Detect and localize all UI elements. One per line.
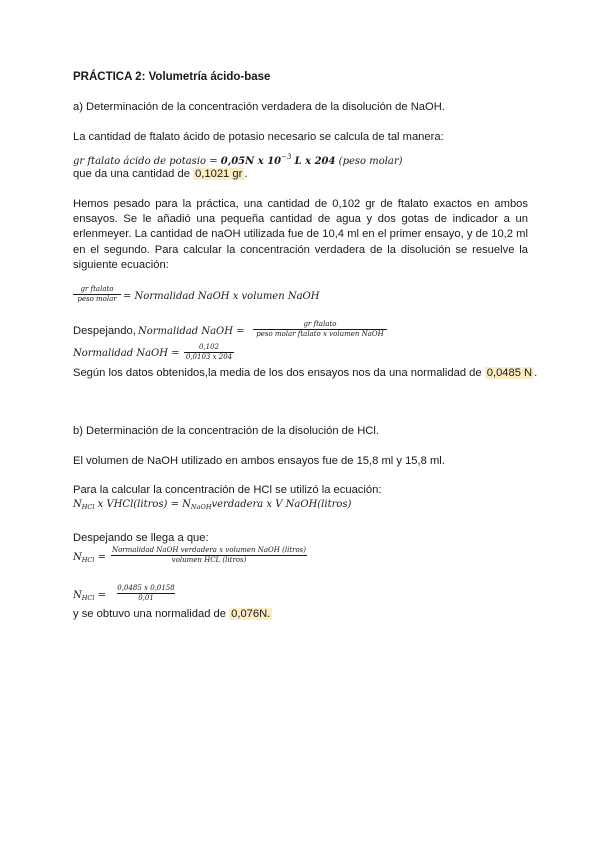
page-title: PRÁCTICA 2: Volumetría ácido-base: [73, 71, 271, 83]
conclusion-b: [73, 608, 272, 620]
eq-b2-sub: HCl: [81, 556, 95, 564]
section-b-heading: b) Determinación de la concentración de la disolución de HCl.: [73, 425, 379, 437]
eq-b2-fraction: [111, 546, 307, 565]
eq2-denominator: peso molar: [77, 295, 117, 303]
procedure-paragraph: Hemos pesado para la práctica, una cantidad de 0,102 gr de ftalato exactos en ambos ensayos. Se le añadió una pequeña cantidad de agua y dos gotas de indicador a un erlenmeyer. La cantidad de naOH utilizada fue de 10,4 ml en el primer ensayo, y de 10,2 ml en el segundo. Para calcular la concentración verdadera de la disolución se resuelve la siguiente ecuación:: [73, 198, 528, 271]
eq1-lhs: gr ftalato ácido de potasio =: [73, 156, 218, 167]
eq-b3-denominator: 0,01: [138, 594, 154, 602]
eq-b3-numerator: 0,0485 x 0,0158: [117, 584, 175, 592]
eq-b2-denominator: volumen HCL (litros): [171, 556, 247, 564]
eq3-fraction: [253, 320, 387, 339]
eq4-fraction: [184, 343, 234, 362]
ftalato-result: [73, 168, 247, 180]
eq-b3-fraction: [117, 584, 175, 603]
section-b-intro: Para la calcular la concentración de HCl se utilizó la ecuación:: [73, 484, 382, 496]
eq-b2-numerator: Normalidad NaOH verdadera x volumen NaOH (litros): [111, 546, 307, 554]
eq-b2-equals: =: [97, 552, 107, 563]
eq-b3-sub: HCl: [81, 594, 95, 602]
eq-b1-sub1: HCl: [81, 503, 95, 511]
conclusion-b-highlight: 0,076N.: [231, 608, 271, 620]
eq-b3-equals: =: [94, 590, 107, 601]
eq-b2-lhs: [73, 552, 106, 564]
conclusion-suffix: .: [534, 367, 538, 379]
eq1-tail: (peso molar): [338, 156, 403, 167]
eq3-numerator: gr ftalato: [303, 320, 337, 328]
result-suffix: .: [244, 168, 248, 180]
eq-b3-n: N: [73, 590, 82, 601]
eq-b1-rest: verdadera x V NaOH(litros): [211, 499, 352, 510]
eq-b1-sub2: NaOH: [190, 503, 212, 511]
eq2-fraction: [73, 285, 121, 304]
conclusion-a: [73, 367, 537, 379]
result-highlight: 0,1021 gr: [195, 168, 243, 180]
volume-text: El volumen de NaOH utilizado en ambos ensayos fue de 15,8 ml y 15,8 ml.: [73, 455, 445, 467]
conclusion-b-prefix: y se obtuvo una normalidad de: [73, 608, 226, 620]
result-prefix: que da una cantidad de: [73, 168, 190, 180]
conclusion-prefix: Según los datos obtenidos,la media de los dos ensayos nos da una normalidad de: [73, 367, 482, 379]
eq-b3-lhs: [73, 590, 106, 602]
eq2-rhs: = Normalidad NaOH x volumen NaOH: [123, 291, 320, 302]
eq4-numerator: 0,102: [198, 343, 220, 351]
eq4-denominator: 0,0103 x 204: [185, 353, 233, 361]
eq-b1-n: N: [73, 499, 82, 510]
eq3-denominator: peso molar ftalato x volumen NaOH: [256, 330, 384, 338]
eq-b2-n: N: [73, 552, 82, 563]
eq4-lhs: Normalidad NaOH =: [73, 348, 180, 359]
eq1-exponent: −3: [281, 153, 292, 161]
despejando-label: Despejando,: [73, 325, 136, 337]
eq2-numerator: gr ftalato: [80, 285, 114, 293]
conclusion-highlight: 0,0485 N: [486, 367, 533, 379]
hcl-equation: [73, 499, 351, 511]
ftalato-equation: [73, 153, 403, 167]
despejando-b: Despejando se llega a que:: [73, 532, 209, 544]
eq3-lhs: Normalidad NaOH =: [138, 326, 245, 337]
section-a-heading: a) Determinación de la concentración verdadera de la disolución de NaOH.: [73, 101, 445, 113]
eq1-mid: 0,05N x 10: [220, 156, 282, 167]
section-a-intro: La cantidad de ftalato ácido de potasio necesario se calcula de tal manera:: [73, 131, 444, 143]
eq-b1-mid: x VHCl(litros) = N: [94, 499, 191, 510]
eq1-rest: L x 204: [294, 156, 336, 167]
